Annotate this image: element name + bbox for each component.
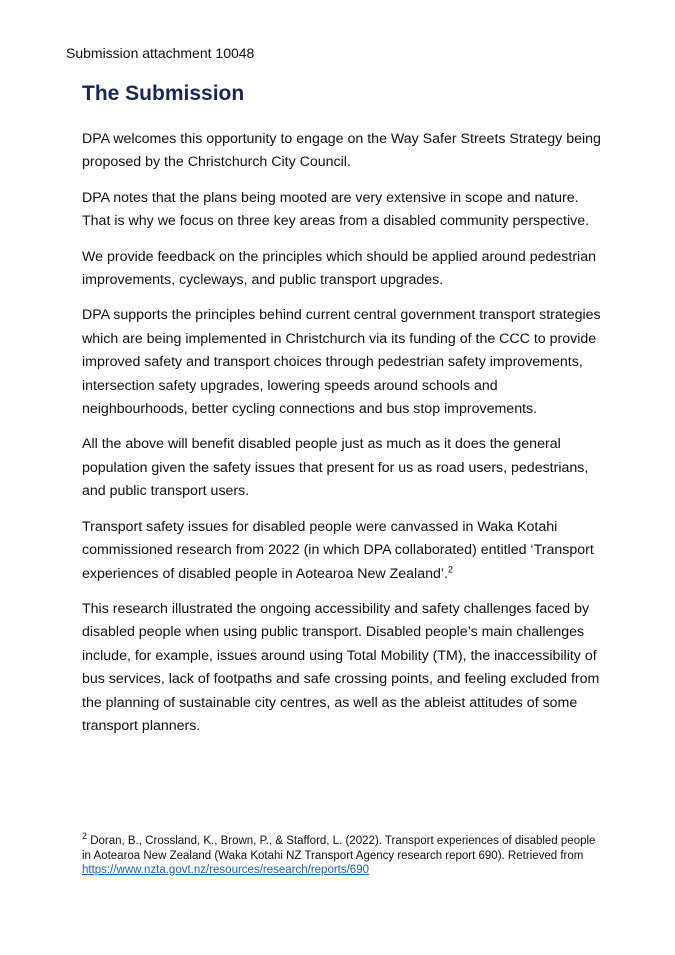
paragraph-4: DPA supports the principles behind current central government transport strategies which are being implemented in Christchurch via its funding of the CCC to provide improved safety and transport choices through pedestrian safety improvements, intersection safety upgrades, lowering speeds around schools and neighbourhoods, better cycling connections and bus stop improvements. [82, 307, 601, 418]
paragraph-1: DPA welcomes this opportunity to engage on the Way Safer Streets Strategy being proposed by the Christchurch City Council. [82, 131, 601, 171]
footnote [82, 831, 602, 878]
paragraph-5: All the above will benefit disabled people just as much as it does the general population given the safety issues that present for us as road users, pedestrians, and public transport users. [82, 436, 589, 500]
paragraph-3: We provide feedback on the principles which should be applied around pedestrian improvements, cycleways, and public transport upgrades. [82, 248, 596, 289]
attachment-label: Submission attachment 10048 [66, 45, 255, 61]
footnote-text: Doran, B., Crossland, K., Brown, P., & Stafford, L. (2022). Transport experiences of disabled people in Aotearoa New Zealand (Waka Kotahi NZ Transport Agency research report 690). Retrieved from [82, 835, 596, 862]
paragraph-7: This research illustrated the ongoing accessibility and safety challenges faced by disabled people when using public transport. Disabled people’s main challenges include, for example, issues around using Total Mobility (TM), the inaccessibility of bus services, lack of footpaths and safe crossing points, and feeling excluded from the planning of sustainable city centres, as well as the ableist attitudes of some transport planners. [82, 600, 600, 734]
paragraph-2: DPA notes that the plans being mooted are very extensive in scope and nature. That is why we focus on three key areas from a disabled community perspective. [82, 189, 590, 230]
page-title: The Submission [82, 82, 245, 105]
submission-body [82, 128, 602, 750]
footnote-link[interactable]: https://www.nzta.govt.nz/resources/research/reports/690 [82, 864, 369, 876]
paragraph-6 [82, 516, 602, 586]
paragraph-6-text: Transport safety issues for disabled people were canvassed in Waka Kotahi commissioned research from 2022 (in which DPA collaborated) entitled ‘Transport experiences of disabled people in Aotearoa New Zealand’. [82, 518, 594, 582]
footnote-number: 2 [82, 831, 88, 842]
footnote-reference[interactable]: 2 [447, 563, 453, 574]
